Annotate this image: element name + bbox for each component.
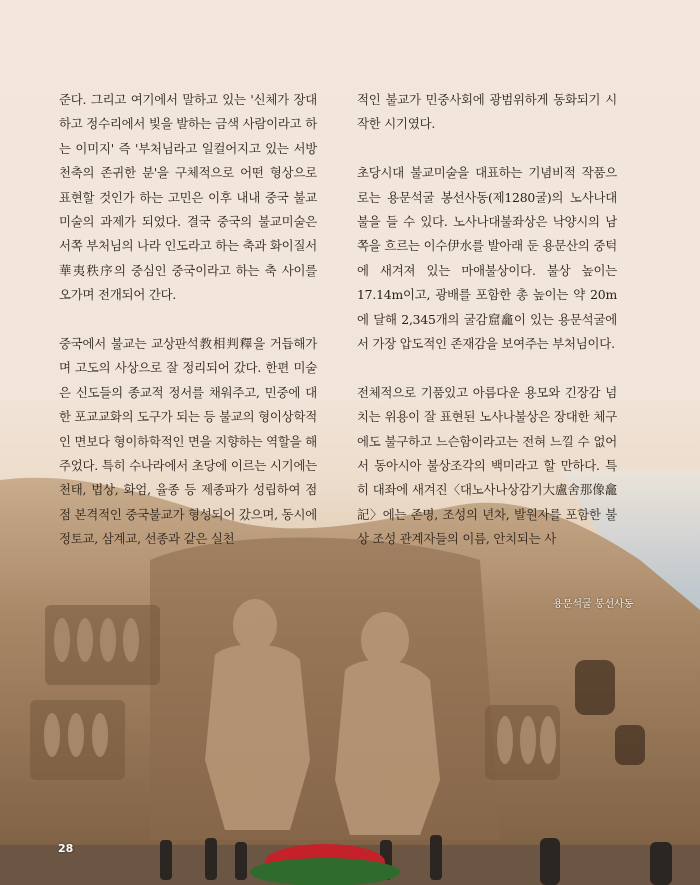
paragraph: 초당시대 불교미술을 대표하는 기념비적 작품으로는 용문석굴 봉선사동(제1280굴)의 노사나대불을 들 수 있다. 노사나대불좌상은 낙양시의 남쪽을 흐르는 이수伊水를 발아래 둔 용문산의 중턱에 새겨져 있는 마애불상이다. 불상 높이는 17.14m이고, 광배를 포함한 총 높이는 약 20m에 달해 2,345개의 굴감窟龕이 있는 용문석굴에서 가장 압도적인 존재감을 보여주는 부처님이다. [357, 165, 617, 352]
page-number: 28 [58, 842, 74, 855]
paragraph: 전체적으로 기품있고 아름다운 용모와 긴장감 넘치는 위용이 잘 표현된 노사나불상은 장대한 체구에도 불구하고 느슨함이라고는 전혀 느낄 수 없어서 동아시아 불상조각의 백미라고 할 만하다. 특히 대좌에 새겨진〈대노사나상감기大盧舍那像龕記〉에는 존명, 조성의 년차, 발원자를 포함한 불상 조성 관계자들의 이름, 안치되는 사 [357, 384, 617, 547]
paragraph: 중국에서 불교는 교상판석教相判釋을 거듭해가며 고도의 사상으로 잘 정리되어 갔다. 한편 미술은 신도들의 종교적 정서를 채워주고, 민중에 대한 포교교화의 도구가 되는 등 불교의 형이상학적인 면보다 형이하학적인 면을 지향하는 역할을 해주었다. 특히 수나라에서 초당에 이르는 시기에는 천태, 법상, 화엄, 율종 등 제종파가 성립하여 점점 본격적인 중국불교가 형성되어 갔으며, 동시에 정토교, 삼계교, 선종과 같은 실천 [59, 336, 317, 547]
paragraph: 준다. 그리고 여기에서 말하고 있는 '신체가 장대하고 정수리에서 빛을 발하는 금색 사람이라고 하는 이미지' 즉 '부처님라고 일컬어지고 있는 서방천축의 존귀한 분'을 구체적으로 어떤 형상으로 표현할 것인가 하는 고민은 이후 내내 중국 불교미술의 과제가 되었다. 결국 중국의 불교미술은 서쪽 부처님의 나라 인도라고 하는 축과 화이질서華夷秩序의 중심인 중국이라고 하는 축 사이를 오가며 전개되어 간다. [59, 92, 317, 303]
paragraph: 적인 불교가 민중사회에 광범위하게 동화되기 시작한 시기였다. [357, 92, 617, 132]
photo-caption: 용문석굴 봉선사동 [553, 599, 634, 610]
text-column-left [59, 88, 317, 576]
text-column-right [357, 88, 617, 576]
